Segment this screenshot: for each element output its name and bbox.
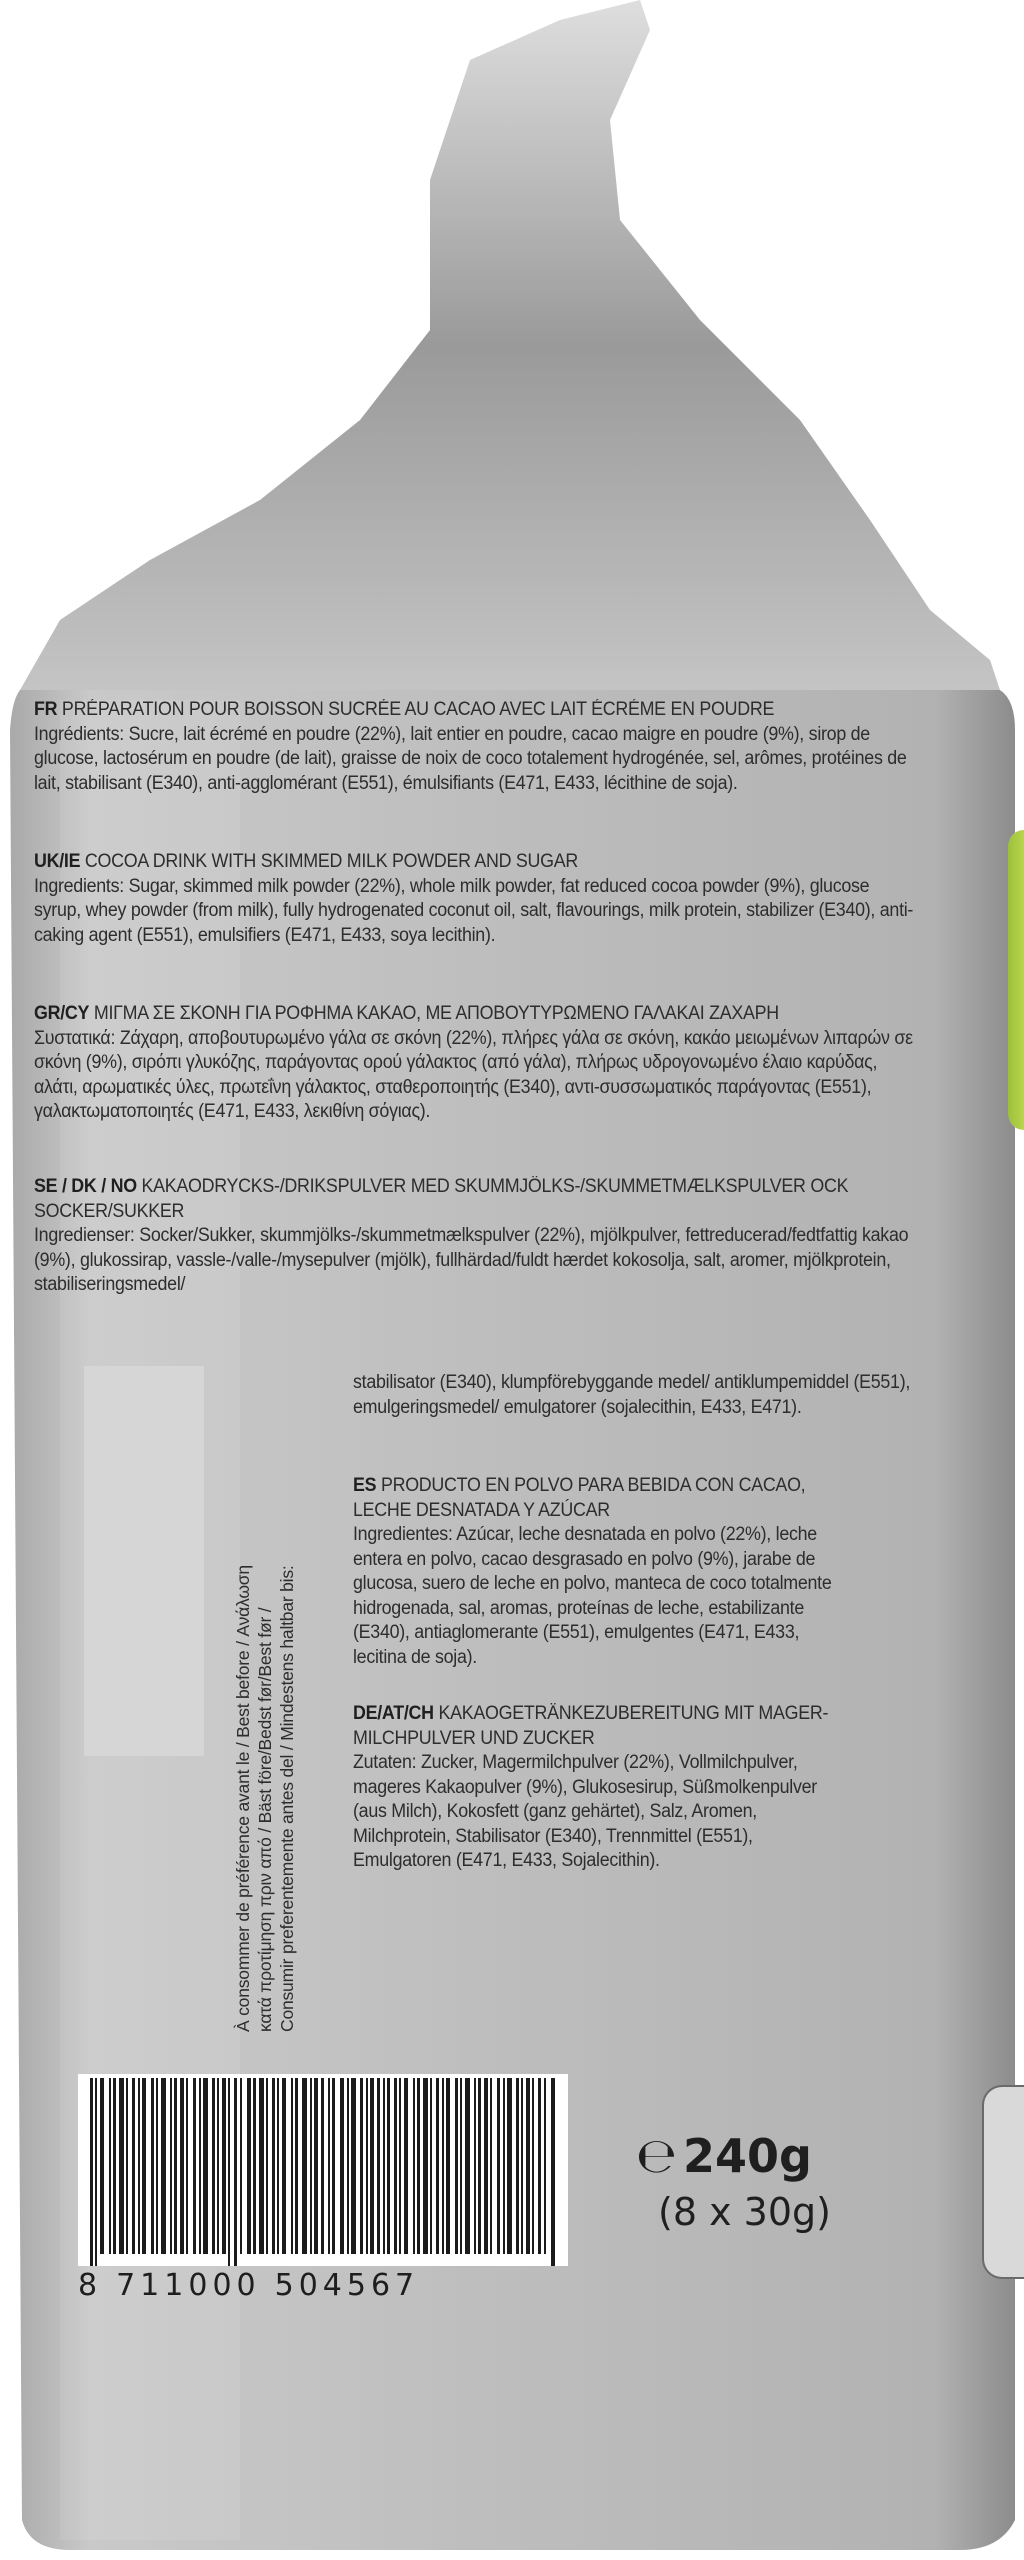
barcode-bar — [430, 2078, 432, 2254]
barcode-bar — [465, 2078, 470, 2254]
barcode-bar — [203, 2078, 208, 2254]
barcode-bar — [277, 2078, 279, 2254]
ingredients-de — [353, 1702, 873, 1874]
barcode-bar — [521, 2078, 523, 2254]
barcode-bar — [436, 2078, 439, 2254]
barcode-bar — [417, 2078, 420, 2254]
body-uk: Ingredients: Sugar, skimmed milk powder (22%), whole milk powder, fat reduced cocoa powder (9%), glucose syrup, whey powder (from milk), fully hydrogenated coconut oil, salt, flavourings, milk protein, stabilizer (E340), anti-caking agent (E551), emulsifiers (E471, E433, soya lecithin). — [34, 875, 914, 946]
barcode-bar — [366, 2078, 368, 2254]
barcode-bar — [253, 2078, 256, 2254]
date-print-area — [84, 1366, 204, 1756]
barcode-bar — [138, 2078, 140, 2254]
barcode-bar — [328, 2078, 330, 2254]
body-fr: Ingrédients: Sucre, lait écrémé en poudre (22%), lait entier en poudre, cacao maigre en poudre (9%), sirop de glucose, lactosérum en poudre (de lait), graisse de noix de coco totalement hydrogénée, sel, arômes, protéines de lait, stabilisant (E340), anti-agglomérant (E551), émulsifiants (E471, E433, lécithine de soja). — [34, 723, 907, 794]
barcode-bar — [180, 2078, 184, 2254]
barcode-bar — [132, 2078, 135, 2254]
barcode-bar — [460, 2078, 462, 2254]
barcode-bar — [387, 2078, 390, 2254]
barcode-bar — [310, 2078, 312, 2254]
top-seal — [20, 0, 1000, 690]
barcode-bar — [119, 2078, 124, 2254]
barcode-bar — [551, 2078, 555, 2266]
barcode-bar — [360, 2078, 363, 2254]
heading-gr: ΜΙΓΜΑ ΣΕ ΣΚΟΝΗ ΓΙΑ ΡΟΦΗΜΑ ΚΑΚΑΟ, ΜΕ ΑΠΟΒΟΥΤΥΡΩΜΕΝΟ ΓΑΛΑΚΑΙ ΖΑΧΑΡΗ — [93, 1003, 779, 1024]
barcode-bar — [174, 2078, 177, 2254]
barcode-bar — [291, 2078, 293, 2254]
barcode-bar — [217, 2078, 219, 2254]
ingredients-fr — [34, 698, 974, 796]
barcode-bar — [377, 2078, 380, 2254]
best-before-label — [232, 1392, 297, 2032]
barcode-number — [78, 2268, 568, 2303]
barcode-bar — [332, 2078, 335, 2254]
body-se-b: stabilisator (E340), klumpförebyggande medel/ antiklumpemiddel (E551), emulgeringsmedel/ emulgatorer (sojalecithin, E433, E471). — [353, 1372, 911, 1418]
barcode-bar — [351, 2078, 356, 2254]
barcode-bar — [446, 2078, 450, 2254]
barcode-bar — [532, 2078, 534, 2254]
barcode-bar — [170, 2078, 172, 2254]
barcode-bar — [156, 2078, 158, 2254]
barcode-bar — [295, 2078, 298, 2254]
barcode-bar — [442, 2078, 444, 2254]
barcode-bar — [399, 2078, 401, 2254]
barcode-bar — [503, 2078, 505, 2254]
barcode-bar — [109, 2078, 111, 2254]
barcode-bar — [314, 2078, 318, 2254]
barcode-bar — [538, 2078, 541, 2254]
barcode-bar — [234, 2078, 237, 2266]
heading-fr: PRÉPARATION POUR BOISSON SUCRÉE AU CACAO AVEC LAIT ÉCRÉME EN POUDRE — [61, 699, 775, 720]
barcode-digits-group-1: 711000 — [116, 2268, 261, 2303]
barcode-bar — [340, 2078, 344, 2254]
body-es: Ingredientes: Azúcar, leche desnatada en polvo (22%), leche entera en polvo, cacao desgrasado en polvo (9%), jarabe de glucosa, suero de leche en polvo, manteca de coco totalmente hidrogenada, sal, aromas, proteínas de leche, estabilizante (E340), antiaglomerante (E551), emulgentes (E471, E433, lecitina de soja). — [353, 1524, 832, 1668]
net-weight-value: 240g — [683, 2129, 812, 2183]
heading-uk: COCOA DRINK WITH SKIMMED MILK POWDER AND SUGAR — [84, 851, 579, 872]
barcode-bar — [228, 2078, 230, 2266]
estimated-sign-icon: ℮ — [636, 2128, 678, 2184]
barcode-bar — [113, 2078, 116, 2254]
barcode-bar — [478, 2078, 481, 2254]
lang-code-gr: GR/CY — [34, 1003, 90, 1024]
barcode-bar — [126, 2078, 128, 2254]
barcode-bar — [302, 2078, 307, 2254]
barcode-bar — [507, 2078, 512, 2254]
barcode-bar — [100, 2078, 104, 2254]
body-se-a: Ingredienser: Socker/Sukker, skummjölks-/skummetmælkspulver (22%), mjölkpulver, fettreducerad/fedtfattig kakao (9%), glukossirap, vassle-/valle-/mysepulver (mjölk), fullhärdad/fuldt hærdet kokosolja, salt, aromer, mjölkprotein, stabiliseringsmedel/ — [34, 1225, 909, 1295]
heading-se: KAKAODRYCKS-/DRIKSPULVER MED SKUMMJÖLKS-/SKUMMETMÆLKSPULVER OCK SOCKER/SUKKER — [34, 1176, 849, 1222]
portion-info: (8 x 30g) — [658, 2190, 831, 2234]
barcode-bar — [266, 2078, 268, 2254]
heading-de: KAKAOGETRÄNKEZUBEREITUNG MIT MAGER-MILCHPULVER UND ZUCKER — [353, 1703, 829, 1749]
barcode-bar — [413, 2078, 415, 2254]
barcode-bar — [474, 2078, 476, 2254]
barcode-bar — [455, 2078, 458, 2254]
net-weight — [636, 2128, 876, 2234]
barcode-bar — [240, 2078, 242, 2254]
best-before-line-1: À consommer de préférence avant le / Best before / Ανάλωση — [233, 1565, 253, 2032]
barcode-bar — [222, 2078, 226, 2254]
barcode-bar — [95, 2078, 97, 2266]
barcode-bar — [383, 2078, 385, 2254]
barcode-bar — [526, 2078, 530, 2254]
side-recycling-badge — [982, 2085, 1024, 2279]
barcode-bar — [151, 2078, 154, 2254]
barcode-bar — [516, 2078, 519, 2254]
barcode-bar — [186, 2078, 188, 2254]
barcode-bar — [259, 2078, 264, 2254]
barcode-bars — [78, 2074, 568, 2266]
barcode-bar — [544, 2078, 546, 2254]
barcode-bar — [142, 2078, 146, 2254]
ingredients-se-continued — [353, 1371, 973, 1420]
ingredients-gr — [34, 1002, 974, 1125]
barcode-bar — [370, 2078, 374, 2254]
barcode-digit-first: 8 — [78, 2268, 103, 2303]
barcode-bar — [321, 2078, 324, 2254]
lang-code-se: SE / DK / NO — [34, 1176, 137, 1197]
lang-code-de: DE/AT/CH — [353, 1703, 434, 1724]
barcode-bar — [394, 2078, 397, 2254]
body-gr: Συστατικά: Ζάχαρη, αποβουτυρωμένο γάλα σε σκόνη (22%), πλήρες γάλα σε σκόνη, κακάο μειωμένων λιπαρών σε σκόνη (9%), σιρόπι γλυκόζης, παράγοντας ορού γάλακτος (από γάλα), πλήρως υδρογονωμένο έλαιο καρύδας, αλάτι, αρωματικές ύλες, πρωτεΐνη γάλακτος, σταθεροποιητής (E340), αντι-συσσωματικός παράγοντας (E551), γαλακτωματοποιητές (E471, E433, λεκιθίνη σόγιας). — [34, 1027, 913, 1122]
barcode-bar — [199, 2078, 201, 2254]
barcode-bar — [193, 2078, 196, 2254]
ingredients-es — [353, 1474, 873, 1670]
barcode-bar — [497, 2078, 500, 2254]
barcode-digits-group-2: 504567 — [274, 2268, 420, 2303]
lang-code-fr: FR — [34, 699, 58, 720]
barcode-bar — [282, 2078, 286, 2254]
best-before-line-2: κατά προτίμηση πριν από / Bäst före/Bedst før/Best før / — [255, 1607, 275, 2032]
barcode-bar — [247, 2078, 251, 2254]
lang-code-es: ES — [353, 1475, 377, 1496]
lang-code-uk: UK/IE — [34, 851, 81, 872]
ingredients-uk — [34, 850, 974, 948]
barcode-bar — [484, 2078, 488, 2254]
barcode-bar — [212, 2078, 215, 2254]
barcode-bar — [347, 2078, 349, 2254]
barcode — [78, 2074, 568, 2266]
barcode-bar — [161, 2078, 166, 2254]
green-accent-edge — [1008, 830, 1024, 1130]
barcode-bar — [490, 2078, 492, 2254]
body-de: Zutaten: Zucker, Magermilchpulver (22%), Vollmilchpulver, mageres Kakaopulver (9%), Glukosesirup, Süßmolkenpulver (aus Milch), Kokosfett (ganz gehärtet), Salz, Aromen, Milchprotein, Stabilisator (E340), Trennmittel (E551), Emulgatoren (E471, E433, Sojalecithin). — [353, 1752, 817, 1871]
barcode-bar — [90, 2078, 93, 2266]
ingredients-se — [34, 1175, 974, 1298]
heading-es: PRODUCTO EN POLVO PARA BEBIDA CON CACAO, LECHE DESNATADA Y AZÚCAR — [353, 1475, 806, 1521]
best-before-line-3: Consumir preferentemente antes del / Mindestens haltbar bis: — [277, 1565, 297, 2032]
barcode-bar — [272, 2078, 275, 2254]
barcode-bar — [423, 2078, 428, 2254]
barcode-bar — [404, 2078, 408, 2254]
